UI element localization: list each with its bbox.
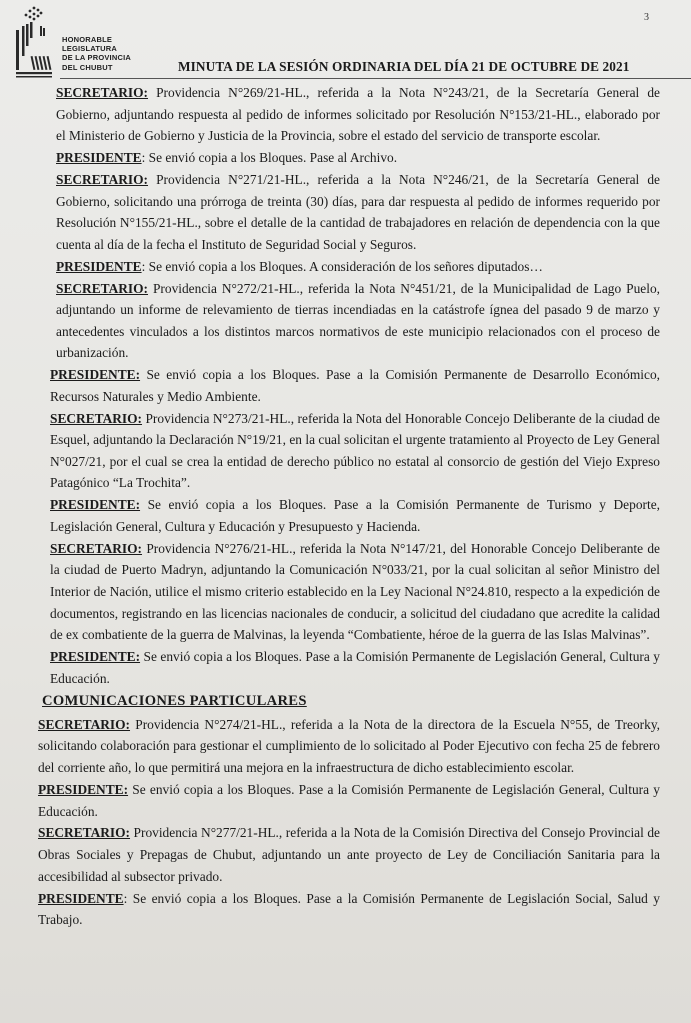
logo-line: DE LA PROVINCIA xyxy=(62,53,131,63)
speaker-label: SECRETARIO: xyxy=(56,171,149,187)
entry-text: Providencia N°274/21-HL., referida a la Nota de la directora de la Escuela N°55, de Treorky, solicitando colaboración para gestionar el cumplimiento de lo solicitado al Poder Ejecutivo con fecha 25 de febrero del corriente año, lo que permitirá una mejora en la infraestructura de dicho establecimiento escolar. xyxy=(38,716,660,776)
logo-line: DEL CHUBUT xyxy=(62,62,113,72)
minute-entry xyxy=(38,408,660,494)
entry-text: : Se envió copia a los Bloques. Pase a la Comisión Permanente de Legislación Social, Salud y Trabajo. xyxy=(38,890,660,928)
entry-text: Providencia N°273/21-HL., referida la Nota del Honorable Concejo Deliberante de la ciudad de Esquel, adjuntando la Declaración N°19/21, en la cual solicitan el urgente tratamiento al Proyecto de Ley General N°027/21, por el cual se crea la entidad de derecho público no estatal al consorcio de gestión del Viejo Expreso Patagónico “La Trochita”. xyxy=(50,410,660,491)
document-title: MINUTA DE LA SESIÓN ORDINARIA DEL DÍA 21 DE OCTUBRE DE 2021 xyxy=(178,59,630,74)
logo-line: LEGISLATURA xyxy=(62,44,117,54)
entry-text: Providencia N°272/21-HL., referida la Nota N°451/21, de la Municipalidad de Lago Puelo, adjuntando un informe de relevamiento de tierras incendiadas en la catástrofe ígnea del pasado 9 de marzo y antecedentes vinculados a los distintos marcos normativos de este municipio relacionados con el proceso de urbanización. xyxy=(56,280,660,361)
speaker-label: SECRETARIO: xyxy=(56,280,149,296)
minutes-body xyxy=(38,82,660,931)
logo-line: HONORABLE xyxy=(62,35,113,44)
legislature-name xyxy=(62,35,131,72)
speaker-label: PRESIDENTE: xyxy=(50,649,141,665)
speaker-label: SECRETARIO: xyxy=(38,825,131,841)
entry-text: Se envió copia a los Bloques. Pase a la Comisión Permanente de Turismo y Deporte, Legislación General, Cultura y Educación y Presupuesto y Hacienda. xyxy=(50,497,660,534)
entry-text: : Se envió copia a los Bloques. Pase al Archivo. xyxy=(141,150,398,166)
entry-text: Providencia N°271/21-HL., referida a la Nota N°246/21, de la Secretaría General de Gobierno, solicitando una prórroga de treinta (30) días, para dar respuesta al pedido de informes requerido por Resolución N°155/21-HL., sobre el detalle de la cantidad de trabajadores en relación de dependencia con la que cuenta al día de la fecha el Instituto de Seguridad Social y Seguros. xyxy=(56,171,660,252)
entry-text: Se envió copia a los Bloques. Pase a la Comisión Permanente de Legislación General, Cultura y Educación. xyxy=(38,781,660,819)
minute-entry xyxy=(38,714,660,779)
speaker-label: PRESIDENTE: xyxy=(50,497,141,513)
speaker-label: PRESIDENTE: xyxy=(38,781,129,797)
page-number: 3 xyxy=(644,12,649,23)
minute-entry xyxy=(38,278,660,364)
minute-entry xyxy=(38,779,660,822)
minute-entry xyxy=(38,538,660,646)
header-divider xyxy=(60,78,691,79)
minute-entry xyxy=(38,822,660,887)
minute-entry xyxy=(38,82,660,147)
speaker-label: SECRETARIO: xyxy=(50,410,143,426)
legislature-logo-icon xyxy=(10,4,58,80)
minute-entry xyxy=(38,494,660,537)
minute-entry xyxy=(38,888,660,931)
section-heading: COMUNICACIONES PARTICULARES xyxy=(42,693,307,710)
speaker-label: PRESIDENTE: xyxy=(50,367,141,383)
speaker-label: SECRETARIO: xyxy=(38,716,131,732)
minute-entry xyxy=(38,646,660,689)
speaker-label: PRESIDENTE xyxy=(56,150,142,166)
minute-entry xyxy=(38,364,660,407)
entry-text: Se envió copia a los Bloques. Pase a la Comisión Permanente de Desarrollo Económico, Recursos Naturales y Medio Ambiente. xyxy=(50,367,660,404)
entry-text: Providencia N°269/21-HL., referida a la Nota N°243/21, de la Secretaría General de Gobierno, adjuntando respuesta al pedido de informes solicitado por Resolución N°153/21-HL., elaborado por el Ministerio de Gobierno y Justicia de la Provincia, sobre el estado del servicio de transporte escolar. xyxy=(56,85,660,144)
speaker-label: PRESIDENTE xyxy=(38,890,124,906)
speaker-label: SECRETARIO: xyxy=(50,540,143,556)
entry-text: Se envió copia a los Bloques. Pase a la Comisión Permanente de Legislación General, Cultura y Educación. xyxy=(50,649,660,686)
speaker-label: PRESIDENTE xyxy=(56,258,142,274)
entry-text: : Se envió copia a los Bloques. A consideración de los señores diputados… xyxy=(141,258,543,274)
speaker-label: SECRETARIO: xyxy=(56,85,149,100)
entry-text: Providencia N°277/21-HL., referida a la Nota de la Comisión Directiva del Consejo Provincial de Obras Sociales y Prepagas de Chubut, adjuntando un ante proyecto de Ley de Conciliación Sanitaria para la accesibilidad al subsector privado. xyxy=(38,825,660,884)
entry-text: Providencia N°276/21-HL., referida la Nota N°147/21, del Honorable Concejo Deliberante de la ciudad de Puerto Madryn, adjuntando la Comunicación N°033/21, por la cual solicitan al señor Ministro del Interior de Nación, utilice el mismo criterio establecido en la Ley Nacional N°24.810, respecto a la expedición de documentos, registrando en las licencias nacionales de conducir, a solicitud del ciudadano que acredite la calidad de ex combatiente de la guerra de Malvinas, la leyenda “Combatiente, héroe de la guerra de las Islas Malvinas”. xyxy=(50,540,660,643)
minute-entry xyxy=(38,256,660,278)
minute-entry xyxy=(38,169,660,255)
minute-entry xyxy=(38,147,660,169)
